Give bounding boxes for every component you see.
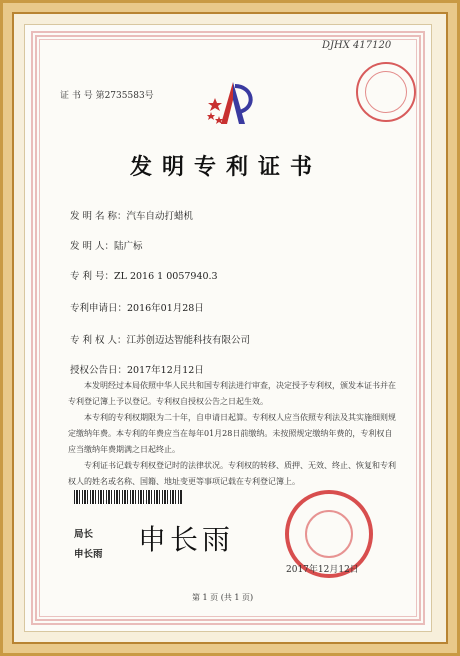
field-invention-name: 发 明 名 称：汽车自动打蜡机 — [70, 211, 194, 222]
director-name: 申长雨 — [74, 549, 103, 560]
top-seal-icon — [356, 62, 416, 122]
field-patentee: 专 利 权 人：江苏创迈达智能科技有限公司 — [70, 335, 251, 346]
barcode — [74, 490, 182, 504]
certificate-body — [68, 378, 398, 490]
stamp-date: 2017年12月12日 — [286, 565, 359, 575]
field-patent-number: 专 利 号：ZL 2016 1 0057940.3 — [70, 271, 218, 282]
handwritten-note: DJHX 417120 — [322, 40, 392, 51]
document-title: 发明专利证书 — [130, 154, 323, 180]
official-seal-emblem — [305, 510, 353, 558]
body-paragraph-1: 本发明经过本局依照中华人民共和国专利法进行审查，决定授予专利权，颁发本证书并在专利登记簿上予以登记。专利权自授权公告之日起生效。 — [68, 381, 396, 406]
director-signature: 申长雨 — [138, 523, 235, 556]
field-grant-date: 授权公告日：2017年12月12日 — [70, 365, 204, 376]
body-paragraph-2: 本专利的专利权期限为二十年，自申请日起算。专利权人应当依照专利法及其实施细则规定缴纳年费。本专利的年费应当在每年01月28日前缴纳。未按照规定缴纳年费的，专利权自应当缴纳年费期满之日起终止。 — [68, 413, 396, 454]
body-paragraph-3: 专利证书记载专利权登记时的法律状况。专利权的转移、质押、无效、终止、恢复和专利权人的姓名或名称、国籍、地址变更等事项记载在专利登记簿上。 — [68, 461, 396, 486]
patent-office-logo-icon — [205, 78, 261, 128]
page-footer: 第 1 页 (共 1 页) — [192, 593, 254, 602]
top-seal-ring — [365, 71, 407, 113]
director-label: 局长 — [74, 529, 94, 540]
certificate-number: 证 书 号 第2735583号 — [60, 91, 154, 101]
field-inventor: 发 明 人：陆广标 — [70, 241, 143, 252]
field-application-date: 专利申请日：2016年01月28日 — [70, 303, 204, 314]
